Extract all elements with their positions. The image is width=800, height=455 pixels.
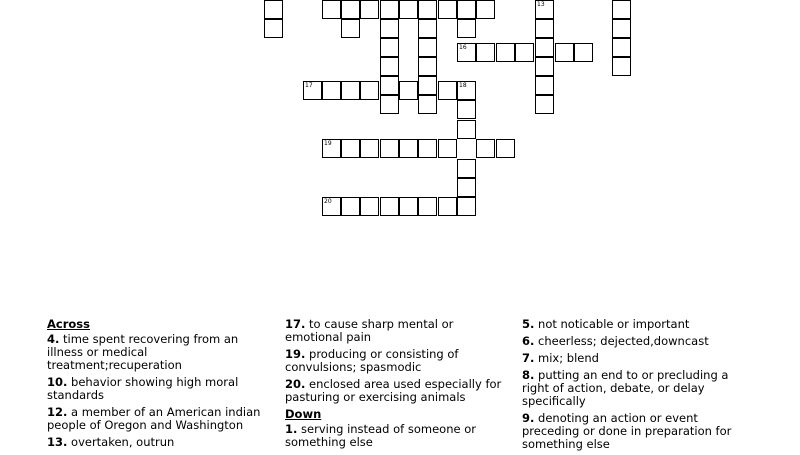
clue-number: 6. [522, 334, 535, 348]
grid-cell[interactable] [341, 197, 360, 216]
cell-number: 16 [459, 44, 467, 51]
clue-text: denoting an action or event preceding or done in preparation for something else [522, 411, 732, 451]
clue [522, 318, 747, 331]
clue-text: behavior showing high moral standards [47, 375, 239, 402]
grid-cell[interactable] [341, 81, 360, 100]
clue [522, 352, 747, 365]
clue [47, 376, 272, 402]
grid-cell[interactable] [438, 0, 457, 19]
grid-cell[interactable] [264, 0, 283, 19]
clue-number: 12. [47, 405, 68, 419]
grid-cell-numbered[interactable] [457, 81, 476, 100]
grid-cell-numbered[interactable] [457, 43, 476, 62]
grid-cell[interactable] [457, 178, 476, 197]
grid-cell[interactable] [535, 95, 554, 114]
grid-cell[interactable] [360, 0, 379, 19]
clue-number: 1. [285, 422, 298, 436]
clue-number: 20. [285, 377, 306, 391]
grid-cell[interactable] [535, 19, 554, 38]
grid-cell[interactable] [612, 19, 631, 38]
clue [47, 406, 272, 432]
grid-cell[interactable] [457, 159, 476, 178]
clue-text: to cause sharp mental or emotional pain [285, 317, 454, 344]
grid-cell[interactable] [322, 81, 341, 100]
grid-cell[interactable] [496, 43, 515, 62]
cell-number: 19 [324, 140, 332, 147]
clue-number: 9. [522, 411, 535, 425]
grid-cell[interactable] [457, 120, 476, 139]
clue [47, 436, 272, 449]
grid-cell[interactable] [476, 0, 495, 19]
grid-cell[interactable] [380, 95, 399, 114]
grid-cell[interactable] [418, 197, 437, 216]
grid-cell[interactable] [418, 38, 437, 57]
grid-cell[interactable] [612, 38, 631, 57]
clue-text: enclosed area used especially for pasturing or exercising animals [285, 377, 502, 404]
clue-text: cheerless; dejected,downcast [534, 334, 709, 348]
grid-cell[interactable] [438, 139, 457, 158]
clue [522, 369, 747, 408]
grid-cell[interactable] [341, 19, 360, 38]
clue-number: 8. [522, 368, 535, 382]
grid-cell[interactable] [418, 76, 437, 95]
grid-cell[interactable] [457, 197, 476, 216]
grid-cell[interactable] [496, 139, 515, 158]
cell-number: 17 [305, 82, 313, 89]
clue [47, 333, 272, 372]
grid-cell-numbered[interactable] [322, 197, 341, 216]
grid-cell[interactable] [574, 43, 593, 62]
grid-cell[interactable] [438, 81, 457, 100]
grid-cell[interactable] [360, 139, 379, 158]
clue [285, 348, 510, 374]
clue-number: 5. [522, 317, 535, 331]
grid-cell[interactable] [555, 43, 574, 62]
grid-cell[interactable] [360, 81, 379, 100]
grid-cell[interactable] [612, 0, 631, 19]
grid-cell[interactable] [418, 95, 437, 114]
grid-cell[interactable] [476, 139, 495, 158]
clue-text: not noticable or important [534, 317, 690, 331]
grid-cell[interactable] [535, 76, 554, 95]
grid-cell[interactable] [535, 57, 554, 76]
clue [285, 318, 510, 344]
clue [522, 335, 747, 348]
clue [522, 412, 747, 451]
grid-cell[interactable] [457, 0, 476, 19]
grid-cell[interactable] [399, 139, 418, 158]
clue-number: 17. [285, 317, 306, 331]
clue-text: a member of an American indian people of Oregon and Washington [47, 405, 261, 432]
grid-cell[interactable] [457, 19, 476, 38]
grid-cell[interactable] [341, 139, 360, 158]
grid-cell[interactable] [264, 19, 283, 38]
grid-cell[interactable] [515, 43, 534, 62]
grid-cell[interactable] [380, 57, 399, 76]
clue-text: overtaken, outrun [67, 435, 175, 449]
clue-text: serving instead of someone or something else [285, 422, 476, 449]
grid-cell[interactable] [399, 197, 418, 216]
grid-cell[interactable] [457, 100, 476, 119]
grid-cell[interactable] [380, 19, 399, 38]
grid-cell[interactable] [380, 76, 399, 95]
grid-cell[interactable] [476, 43, 495, 62]
grid-cell[interactable] [380, 197, 399, 216]
grid-cell[interactable] [612, 57, 631, 76]
grid-cell[interactable] [418, 139, 437, 158]
clue-number: 10. [47, 375, 68, 389]
grid-cell[interactable] [418, 19, 437, 38]
clues-column-1 [47, 318, 272, 453]
grid-cell[interactable] [322, 0, 341, 19]
clue [285, 378, 510, 404]
grid-cell-numbered[interactable] [535, 0, 554, 19]
grid-cell[interactable] [360, 197, 379, 216]
clues-column-2 [285, 318, 510, 453]
clue-text: producing or consisting of convulsions; spasmodic [285, 347, 459, 374]
grid-cell[interactable] [399, 81, 418, 100]
grid-cell[interactable] [341, 0, 360, 19]
down-header: Down [285, 407, 322, 421]
cell-number: 20 [324, 198, 332, 205]
clue-text: time spent recovering from an illness or medical treatment;recuperation [47, 332, 239, 372]
clue-number: 19. [285, 347, 306, 361]
grid-cell[interactable] [380, 139, 399, 158]
grid-cell[interactable] [418, 57, 437, 76]
across-header: Across [47, 317, 90, 331]
clue-text: putting an end to or precluding a right of action, debate, or delay specifically [522, 368, 729, 408]
grid-cell[interactable] [438, 197, 457, 216]
clues-column-3 [522, 318, 747, 455]
clue-text: mix; blend [534, 351, 599, 365]
clue-number: 4. [47, 332, 60, 346]
grid-cell-numbered[interactable] [322, 139, 341, 158]
grid-cell[interactable] [418, 0, 437, 19]
clue [285, 423, 510, 449]
clue-number: 13. [47, 435, 68, 449]
cell-number: 18 [459, 82, 467, 89]
grid-cell[interactable] [380, 0, 399, 19]
grid-cell[interactable] [380, 38, 399, 57]
grid-cell[interactable] [399, 0, 418, 19]
cell-number: 13 [537, 1, 545, 8]
grid-cell[interactable] [535, 38, 554, 57]
clue-number: 7. [522, 351, 535, 365]
grid-cell-numbered[interactable] [303, 81, 322, 100]
